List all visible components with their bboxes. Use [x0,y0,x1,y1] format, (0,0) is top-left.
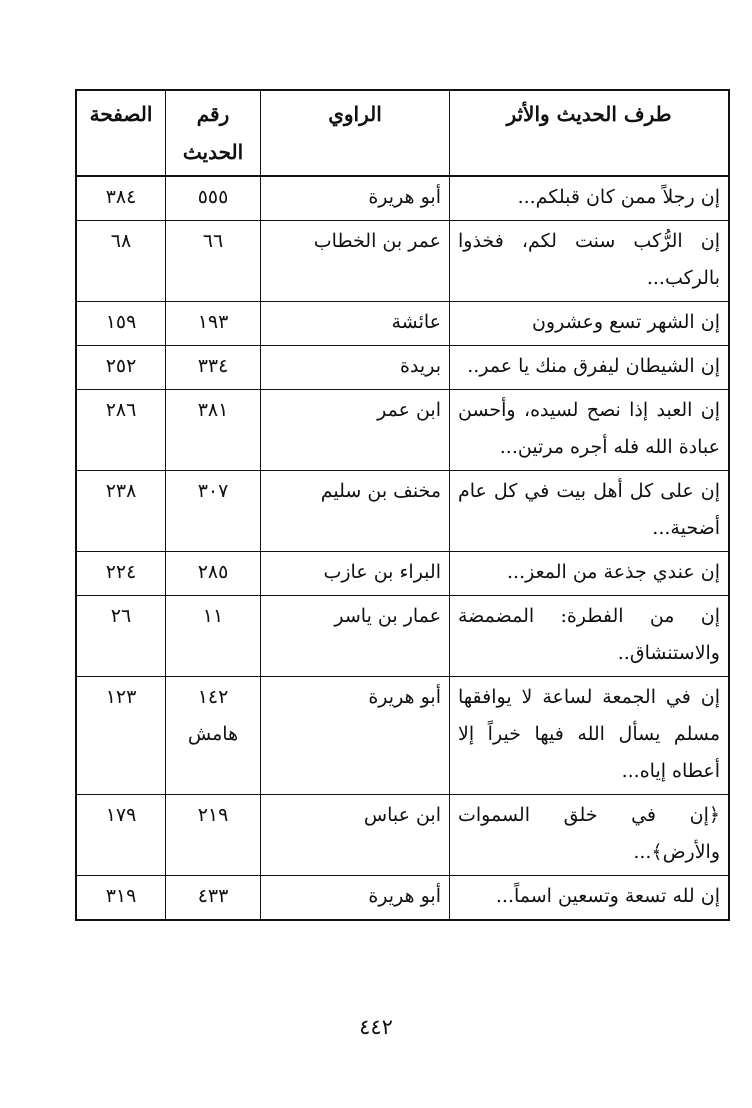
page-number: ٤٤٢ [359,1015,393,1039]
table-row [76,795,729,876]
page-cell: ٣٨٤ [76,176,166,221]
header-row [76,90,729,176]
table-row [76,176,729,221]
table-row [76,302,729,346]
narrator-cell: عمار بن ياسر [261,596,450,677]
margin-note: هامش [187,723,239,745]
hadith-cell [450,795,730,876]
hadith-cell [450,176,730,221]
hadith-text: إن العبد إذا نصح لسيده، وأحسن عبادة الله فله أجره مرتين... [458,399,720,458]
hadith-text: إن الشهر تسع وعشرون [531,311,720,333]
hadith-text: إن رجلاً ممن كان قبلكم... [517,186,720,208]
header-page: الصفحة [76,90,166,176]
page-cell: ٦٨ [76,221,166,302]
narrator-cell: بريدة [261,346,450,390]
page-cell: ١٢٣ [76,677,166,795]
header-hadith: طرف الحديث والأثر [450,90,730,176]
page-cell: ٢٢٤ [76,552,166,596]
hadith-cell [450,221,730,302]
hadith-text: إن من الفطرة: المضمضة والاستنشاق.. [458,605,720,664]
number-cell: ١١ [166,596,261,677]
table-row [76,552,729,596]
page-cell: ٢٥٢ [76,346,166,390]
table-header [76,90,729,176]
narrator-cell: ابن عمر [261,390,450,471]
narrator-cell: مخنف بن سليم [261,471,450,552]
table-row [76,876,729,921]
table-body [76,176,729,920]
hadith-text: إن الرُّكب سنت لكم، فخذوا بالركب... [458,230,720,289]
table-row [76,346,729,390]
table-row [76,471,729,552]
hadith-cell [450,302,730,346]
number-cell: ٦٦ [166,221,261,302]
narrator-cell: ابن عباس [261,795,450,876]
number-cell: ٥٥٥ [166,176,261,221]
number-cell: ٣٣٤ [166,346,261,390]
index-table-container [75,89,720,921]
number-cell: ٢١٩ [166,795,261,876]
table-row [76,677,729,795]
narrator-cell: أبو هريرة [261,876,450,921]
number-cell: ١٩٣ [166,302,261,346]
hadith-cell [450,677,730,795]
hadith-cell [450,346,730,390]
hadith-cell [450,390,730,471]
hadith-cell [450,471,730,552]
hadith-index-table [75,89,730,921]
narrator-cell: البراء بن عازب [261,552,450,596]
header-number [166,90,261,176]
hadith-cell [450,552,730,596]
hadith-text: إن لله تسعة وتسعين اسماً... [495,885,720,907]
hadith-number: ١٤٢ [197,686,229,708]
number-cell: ٣٨١ [166,390,261,471]
header-number-line2: الحديث [182,140,244,164]
page-cell: ٢٨٦ [76,390,166,471]
hadith-text: إن عندي جذعة من المعز... [506,561,720,583]
page-cell: ١٧٩ [76,795,166,876]
hadith-text: إن على كل أهل بيت في كل عام أضحية... [458,480,720,539]
table-row [76,221,729,302]
page-cell: ٢٣٨ [76,471,166,552]
narrator-cell: عمر بن الخطاب [261,221,450,302]
page-cell: ٢٦ [76,596,166,677]
hadith-cell [450,596,730,677]
header-number-line1: رقم [196,102,230,126]
number-cell: ٤٣٣ [166,876,261,921]
table-row [76,390,729,471]
narrator-cell: أبو هريرة [261,176,450,221]
hadith-text: ﴿إن في خلق السموات والأرض﴾... [458,804,720,863]
page-cell: ١٥٩ [76,302,166,346]
number-cell [166,677,261,795]
number-cell: ٣٠٧ [166,471,261,552]
page-cell: ٣١٩ [76,876,166,921]
number-cell: ٢٨٥ [166,552,261,596]
hadith-cell [450,876,730,921]
narrator-cell: أبو هريرة [261,677,450,795]
hadith-text: إن في الجمعة لساعة لا يوافقها مسلم يسأل الله فيها خيراً إلا أعطاه إياه... [458,686,720,782]
header-narrator: الراوي [261,90,450,176]
hadith-text: إن الشيطان ليفرق منك يا عمر.. [467,355,720,377]
table-row [76,596,729,677]
narrator-cell: عائشة [261,302,450,346]
